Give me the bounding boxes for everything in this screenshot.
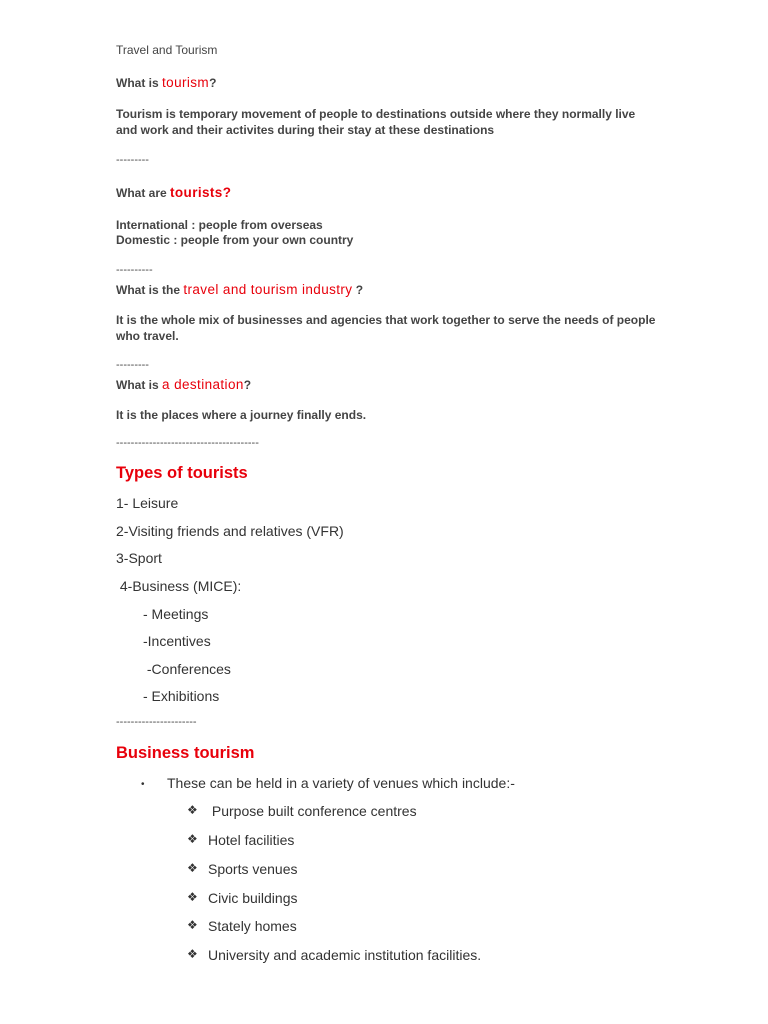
separator: --------- [116,359,149,371]
question-tourists [116,185,231,200]
answer-tourism: Tourism is temporary movement of people to destinations outside where they normally live and work and their activites during their stay at these destinations [116,107,636,137]
business-heading: Business tourism [116,744,255,762]
question-prefix: What are [116,186,171,200]
type-item: 3-Sport [116,550,162,566]
types-heading: Types of tourists [116,464,248,482]
separator: ---------- [116,264,153,276]
mice-item: - Exhibitions [143,688,220,704]
venue-item: Hotel facilities [208,832,295,848]
diamond-bullet-icon: ❖ [187,803,198,817]
diamond-bullet-icon: ❖ [187,918,198,932]
diamond-bullet-icon: ❖ [187,861,198,875]
type-item: 4-Business (MICE): [116,578,242,594]
mice-item: - Meetings [143,606,209,622]
mice-item: -Conferences [143,661,231,677]
question-suffix: ? [352,283,364,297]
question-term: tourists? [170,185,232,200]
type-item: 1- Leisure [116,495,179,511]
document-title: Travel and Tourism [116,43,218,57]
question-industry [116,282,363,297]
question-prefix: What is [116,76,163,90]
answer-domestic: Domestic : people from your own country [116,233,354,247]
type-item: 2-Visiting friends and relatives (VFR) [116,523,344,539]
question-term: travel and tourism industry [183,282,353,297]
separator: --------- [116,154,149,166]
question-suffix: ? [209,76,217,90]
venue-item: Civic buildings [208,890,298,906]
question-term: a destination [162,377,244,392]
venue-item: Sports venues [208,861,298,877]
mice-item: -Incentives [143,633,211,649]
business-bullet-text: These can be held in a variety of venues which include:- [167,775,515,791]
bullet-dot-icon: • [141,779,145,790]
question-term: tourism [162,75,210,90]
question-destination [116,377,251,392]
separator: --------------------------------------- [116,437,259,449]
venue-item: University and academic institution facilities. [208,947,482,963]
separator: ---------------------- [116,716,197,728]
question-tourism [116,75,216,90]
question-prefix: What is [116,378,163,392]
diamond-bullet-icon: ❖ [187,890,198,904]
answer-international: International : people from overseas [116,218,323,232]
diamond-bullet-icon: ❖ [187,832,198,846]
answer-destination: It is the places where a journey finally ends. [116,408,367,422]
question-prefix: What is the [116,283,184,297]
diamond-bullet-icon: ❖ [187,947,198,961]
answer-industry: It is the whole mix of businesses and agencies that work together to serve the needs of people who travel. [116,313,656,343]
venue-item: Stately homes [208,918,297,934]
question-suffix: ? [243,378,252,392]
venue-item: Purpose built conference centres [208,803,417,819]
